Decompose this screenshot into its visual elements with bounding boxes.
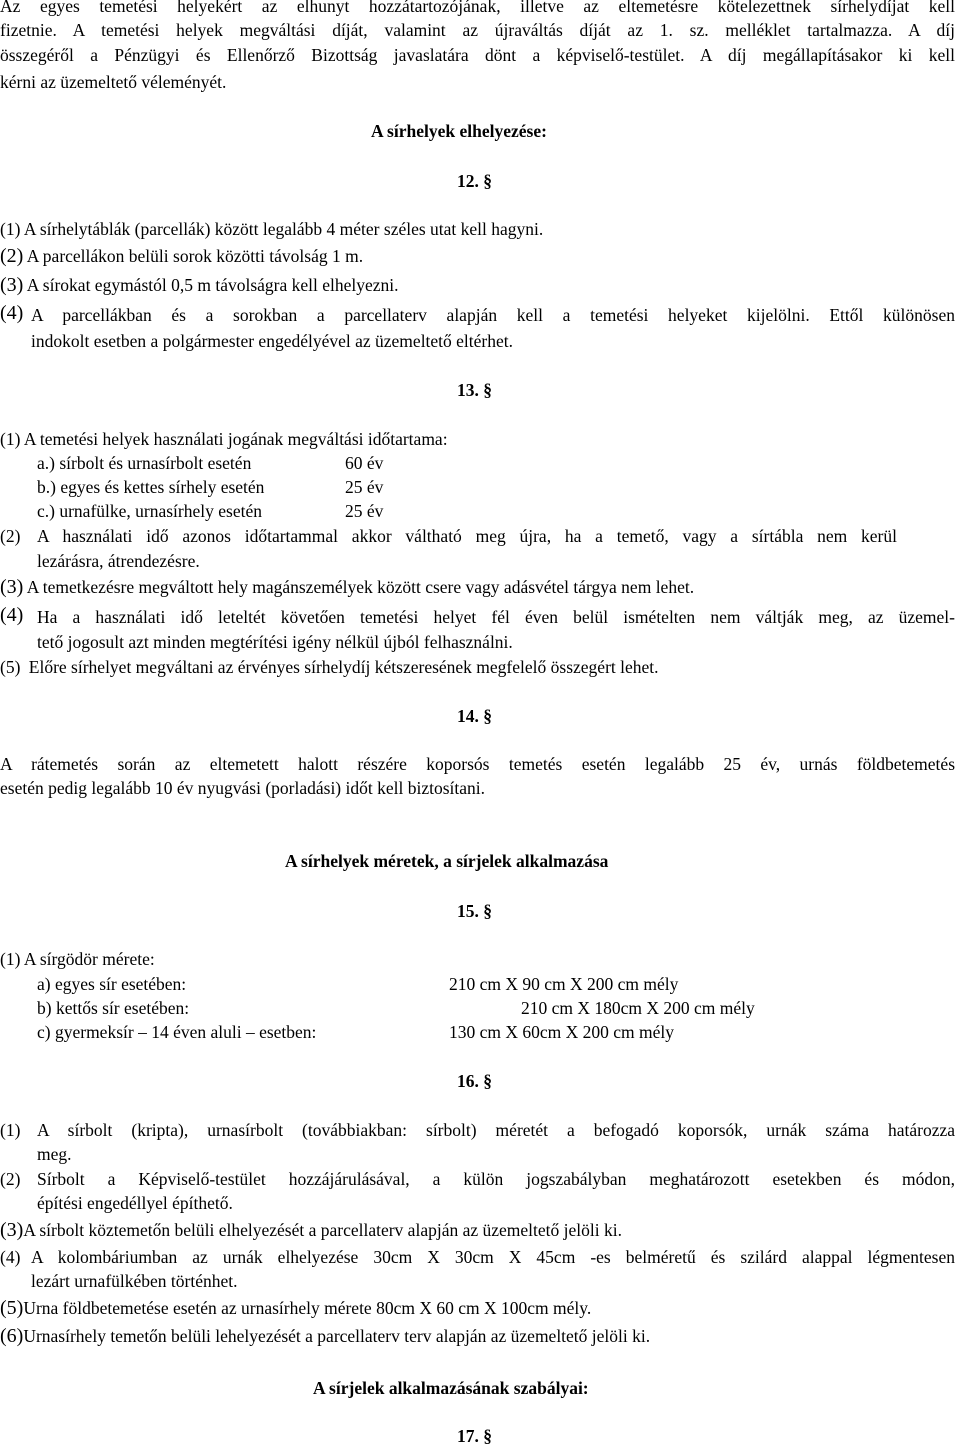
s15-row-b-label: b) kettős sír esetében: [37, 998, 190, 1018]
s13-p5-number: (5) [0, 657, 21, 677]
s12-p4-line-1: A parcellákban és a sorokban a parcellaterv alapján kell a temetési helyeket kijelölni. Ettől különösen [31, 305, 955, 325]
s16-p4-line-1: A kolombáriumban az urnák elhelyezése 30cm X 30cm X 45cm -es belméretű és szilárd alappal légmentesen [31, 1247, 955, 1267]
s13-paragraph-3 [0, 575, 694, 599]
s16-paragraph-5 [0, 1296, 591, 1320]
s13-p4-line-2: tető jogosult azt minden megtérítési igény nélkül újból felhasználni. [37, 632, 513, 652]
section-16-title: 16. § [457, 1071, 492, 1091]
s12-p3-text: A sírokat egymástól 0,5 m távolságra kell elhelyezni. [26, 275, 399, 295]
s15-row-a-label: a) egyes sír esetében: [37, 974, 187, 994]
s16-p1-line-1: A sírbolt (kripta), urnasírbolt (továbbiakban: sírbolt) méretét a befogadó koporsók, urnák száma határozza [37, 1120, 955, 1140]
s13-row-b-value: 25 év [345, 477, 384, 497]
s13-p4-number: (4) [0, 604, 24, 626]
s16-paragraph-3 [0, 1218, 622, 1242]
s13-paragraph-5 [0, 655, 659, 679]
section-13-title: 13. § [457, 380, 492, 400]
s12-p2-number: (2) [0, 245, 24, 267]
s15-row-a-value: 210 cm X 90 cm X 200 cm mély [449, 974, 679, 994]
heading-signs: A sírjelek alkalmazásának szabályai: [313, 1378, 589, 1398]
s12-paragraph-2 [0, 244, 363, 268]
s16-p6-text: Urnasírhely temetőn belüli lehelyezését a parcellaterv terv alapján az üzemeltető jelöli ki. [23, 1326, 651, 1346]
intro-line-3: összegéről a Pénzügyi és Ellenőrző Bizottság javaslatára dönt a képviselő-testület. A díj megállapításakor ki kell [0, 45, 955, 65]
s16-p2-number: (2) [0, 1169, 21, 1189]
s16-p3-number: (3) [0, 1219, 24, 1241]
s16-p4-number: (4) [0, 1247, 21, 1267]
s13-row-c-label: c.) urnafülke, urnasírhely esetén [37, 501, 262, 521]
section-12-title: 12. § [457, 171, 492, 191]
s16-p5-text: Urna földbetemetése esetén az urnasírhely mérete 80cm X 60 cm X 100cm mély. [23, 1298, 592, 1318]
s13-row-b-label: b.) egyes és kettes sírhely esetén [37, 477, 265, 497]
s12-p3-number: (3) [0, 274, 24, 296]
s15-row-c-label: c) gyermeksír – 14 éven aluli – esetben: [37, 1022, 317, 1042]
section-15-title: 15. § [457, 901, 492, 921]
s14-line-2: esetén pedig legalább 10 év nyugvási (porladási) időt kell biztosítani. [0, 778, 486, 798]
s12-p2-text: A parcellákon belüli sorok közötti távolság 1 m. [26, 246, 364, 266]
section-14-title: 14. § [457, 706, 492, 726]
s15-row-b-value: 210 cm X 180cm X 200 cm mély [521, 998, 755, 1018]
intro-line-2: fizetnie. A temetési helyek megváltási díját, valamint az újraváltás díját az 1. sz. melléklet tartalmazza. A díj [0, 20, 955, 40]
s16-p1-number: (1) [0, 1120, 21, 1140]
heading-sizes: A sírhelyek méretek, a sírjelek alkalmazása [285, 851, 609, 871]
s16-p4-line-2: lezárt urnafülkében történhet. [31, 1271, 238, 1291]
s13-p5-text: Előre sírhelyet megváltani az érvényes sírhelydíj kétszeresének megfelelő összegért lehet. [28, 657, 659, 677]
s16-p6-number: (6) [0, 1325, 24, 1347]
s15-row-c-value: 130 cm X 60cm X 200 cm mély [449, 1022, 675, 1042]
s16-p3-text: A sírbolt köztemetőn belüli elhelyezését a parcellaterv alapján az üzemeltető jelöli ki. [23, 1220, 622, 1240]
s13-p4-line-1: Ha a használati idő leteltét követően temetési helyet fél éven belül ismételten nem váltják meg, az üzemel- [37, 607, 955, 627]
s16-p1-line-2: meg. [37, 1144, 72, 1164]
s13-p2-line-1: A használati idő azonos időtartammal akkor váltható meg újra, ha a temető, vagy a sírtábla nem kerül [37, 526, 897, 546]
s12-paragraph-1: (1) A sírhelytáblák (parcellák) között legalább 4 méter széles utat kell hagyni. [0, 219, 544, 239]
s12-p4-number: (4) [0, 302, 24, 324]
s16-paragraph-6 [0, 1324, 650, 1348]
s13-p2-line-2: lezárásra, átrendezésre. [37, 551, 200, 571]
s14-line-1: A rátemetés során az eltemetett halott részére koporsós temetés esetén legalább 25 év, urnás földbetemetés [0, 754, 955, 774]
s13-row-c-value: 25 év [345, 501, 384, 521]
s15-paragraph-1: (1) A sírgödör mérete: [0, 949, 155, 969]
s13-row-a-value: 60 év [345, 453, 384, 473]
s16-p2-line-2: építési engedéllyel építhető. [37, 1193, 233, 1213]
s13-p2-number: (2) [0, 526, 21, 546]
s13-p3-number: (3) [0, 576, 24, 598]
intro-line-1: Az egyes temetési helyekért az elhunyt hozzátartozójának, illetve az eltemetésre kötelezettnek sírhelydíjat kell [0, 0, 955, 16]
heading-placement: A sírhelyek elhelyezése: [371, 121, 547, 141]
s16-p2-line-1: Sírbolt a Képviselő-testület hozzájárulásával, a külön jogszabályban meghatározott esetekben és módon, [37, 1169, 955, 1189]
s12-p4-line-2: indokolt esetben a polgármester engedélyével az üzemeltető eltérhet. [31, 331, 514, 351]
s12-paragraph-3 [0, 273, 399, 297]
s13-p3-text: A temetkezésre megváltott hely magánszemélyek között csere vagy adásvétel tárgya nem lehet. [26, 577, 695, 597]
intro-line-4: kérni az üzemeltető véleményét. [0, 72, 227, 92]
section-17-title: 17. § [457, 1426, 492, 1446]
s13-paragraph-1: (1) A temetési helyek használati jogának megváltási időtartama: [0, 429, 448, 449]
s13-row-a-label: a.) sírbolt és urnasírbolt esetén [37, 453, 252, 473]
s16-p5-number: (5) [0, 1297, 24, 1319]
